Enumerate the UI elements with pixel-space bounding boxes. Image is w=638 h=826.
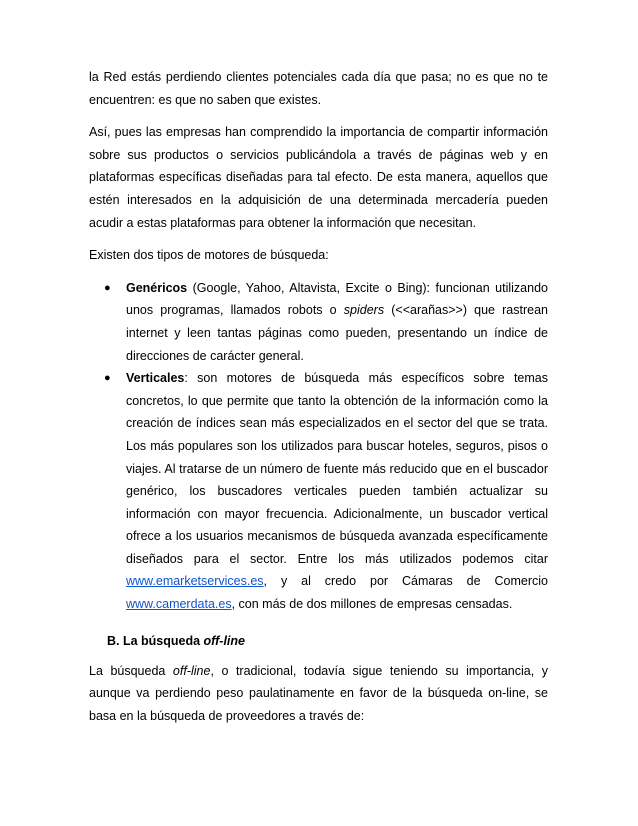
- document-page: [89, 66, 548, 737]
- p4-text-a: La búsqueda: [89, 663, 173, 678]
- heading-em: off-line: [203, 633, 245, 648]
- link-camerdata[interactable]: www.camerdata.es: [126, 597, 232, 612]
- section-heading: [107, 630, 548, 652]
- list-item-genericos: [89, 277, 548, 367]
- item2-text-b: , y al credo por Cámaras de Comercio: [263, 574, 548, 589]
- item1-text-b: (<<arañas>>) que rastrean internet y leen tantas páginas como pueden, presentando un índice de direcciones de carácter general.: [126, 303, 548, 363]
- term-verticales: Verticales: [126, 371, 185, 386]
- item1-text-a: (Google, Yahoo, Altavista, Excite o Bing): funcionan utilizando unos programas, llamados robots o: [126, 280, 548, 318]
- bullet-icon: ●: [104, 372, 111, 385]
- term-spiders: spiders: [343, 303, 385, 318]
- paragraph-intro: la Red estás perdiendo clientes potenciales cada día que pasa; no es que no te encuentren: es que no saben que existes.: [89, 70, 548, 107]
- term-genericos: Genéricos: [126, 280, 188, 295]
- paragraph-engine-types: Existen dos tipos de motores de búsqueda:: [89, 248, 329, 263]
- p4-text-b: , o tradicional, todavía sigue teniendo su importancia, y aunque va perdiendo peso paulatinamente en favor de la búsqueda on-line, se basa en la búsqueda de proveedores a través de:: [89, 663, 549, 723]
- engine-types-list: [89, 277, 548, 616]
- p4-em: off-line: [172, 663, 211, 678]
- paragraph-companies: Así, pues las empresas han comprendido la importancia de compartir información sobre sus productos o servicios publicándola a través de páginas web y en plataformas específicas diseñadas para tal efecto. De esta manera, aquellos que estén interesados en la adquisición de una determinada mercadería pueden acudir a estas plataformas para obtener la información que necesitan.: [89, 125, 548, 230]
- item2-text-a: : son motores de búsqueda más específicos sobre temas concretos, lo que permite que tanto la obtención de la información como la creación de índices sean más especializados en el sector del que se trata. Los más populares son los utilizados para buscar hoteles, seguros, pisos o viajes. Al tratarse de un número de fuente más reducido que en el buscador genérico, los buscadores verticales pueden también actualizar su información con mayor frecuencia. Adicionalmente, un buscador vertical ofrece a los usuarios mecanismos de búsqueda avanzada específicamente diseñados para el sector. Entre los más utilizados podemos citar: [126, 371, 548, 566]
- paragraph-offline: [89, 660, 548, 728]
- item2-text-c: , con más de dos millones de empresas censadas.: [231, 597, 513, 612]
- bullet-icon: ●: [104, 281, 111, 294]
- list-item-verticales: [89, 367, 548, 616]
- link-emarketservices[interactable]: www.emarketservices.es: [126, 574, 264, 589]
- heading-prefix: B. La búsqueda: [107, 633, 204, 648]
